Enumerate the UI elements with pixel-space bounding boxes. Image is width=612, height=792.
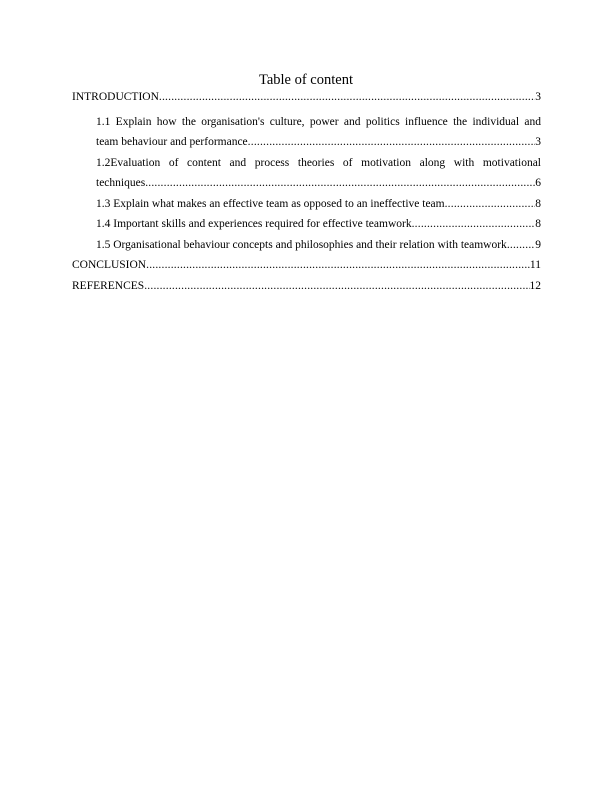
toc-entry-conclusion[interactable] [72,255,541,276]
toc-entry-text: CONCLUSION [72,259,147,271]
toc-entry-text: REFERENCES [72,279,145,292]
dot-leader [412,214,536,235]
toc-entry-text: team behaviour and performance [96,136,248,148]
toc-page-number: 3 [535,91,541,103]
toc-entry-1-1[interactable] [72,112,541,153]
toc-page-number: 3 [535,136,541,148]
toc-page-number: 12 [529,279,541,292]
dot-leader [146,255,530,276]
dot-leader [445,194,536,215]
toc-entry-text-line1: 1.1 Explain how the organisation's culture, power and politics influence the individual and [96,115,541,128]
dot-leader [145,173,535,194]
toc-entry-text: INTRODUCTION [72,91,159,103]
toc-entry-1-4[interactable] [72,214,541,235]
toc-entry-text: 1.5 Organisational behaviour concepts and philosophies and their relation with teamwork [96,238,507,251]
dot-leader [144,276,529,297]
toc-page-number: 8 [535,218,541,230]
toc-entry-references[interactable] [72,276,541,297]
dot-leader [248,132,536,153]
toc-entry-text: techniques [96,177,146,189]
toc-entry-introduction[interactable] [72,87,541,108]
toc-entry-text: 1.4 Important skills and experiences required for effective teamwork [96,218,412,230]
table-of-contents [72,87,541,296]
toc-entry-text-line1: 1.2Evaluation of content and process theories of motivation along with motivational [96,156,541,169]
toc-entry-1-5[interactable] [72,235,541,256]
dot-leader [507,235,535,256]
toc-page-number: 11 [529,259,541,271]
dot-leader [159,87,535,108]
toc-page-number: 8 [535,197,541,210]
toc-entry-text: 1.3 Explain what makes an effective team as opposed to an ineffective team [96,197,445,210]
toc-page-number: 6 [535,177,541,189]
toc-entry-1-3[interactable] [72,194,541,215]
toc-title: Table of content [258,72,353,88]
toc-entry-1-2[interactable] [72,153,541,194]
toc-page-number: 9 [535,238,541,251]
